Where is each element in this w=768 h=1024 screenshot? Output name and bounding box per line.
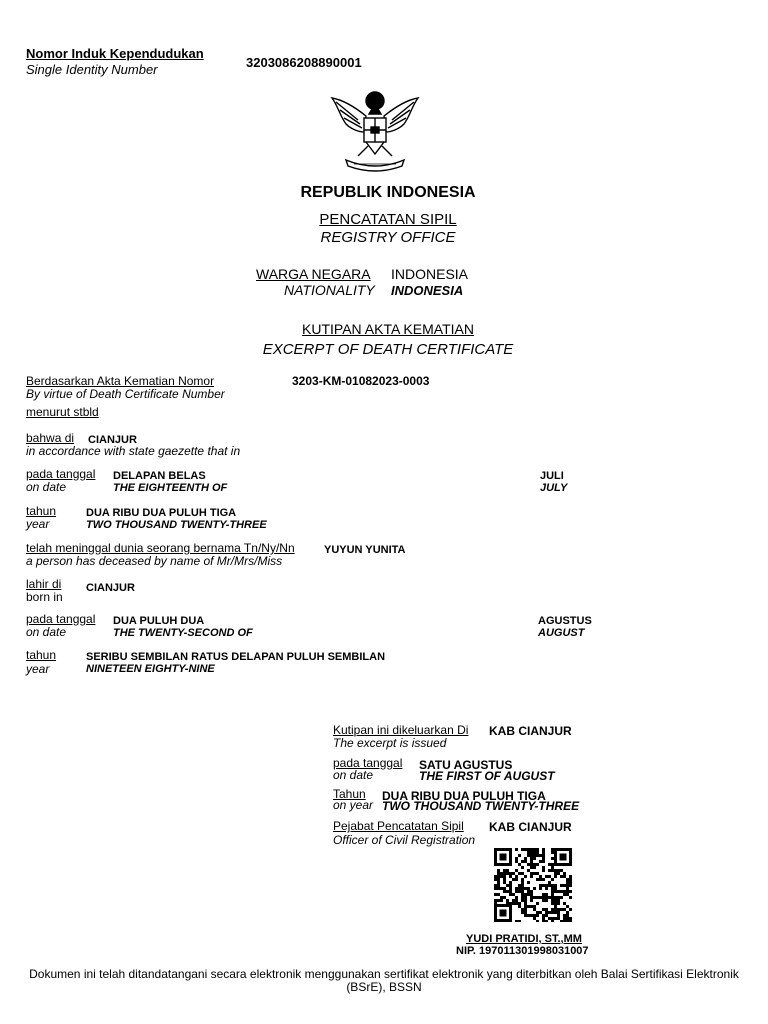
death-month-value: JULI	[540, 470, 564, 482]
issued-date-label-en: on date	[333, 768, 374, 782]
issued-year-label: Tahun	[333, 787, 366, 801]
nik-label-en: Single Identity Number	[26, 62, 158, 77]
issued-place-value: KAB CIANJUR	[489, 724, 572, 738]
death-place-label-en: in accordance with state gaezette that in	[26, 444, 241, 458]
nationality-value-en: INDONESIA	[391, 283, 464, 298]
signer-name: YUDI PRATIDI, ST.,MM	[466, 933, 582, 945]
issued-year-value-en: TWO THOUSAND TWENTY-THREE	[382, 799, 580, 813]
birth-year-value: SERIBU SEMBILAN RATUS DELAPAN PULUH SEMBILAN	[86, 651, 386, 663]
nik-label: Nomor Induk Kependudukan	[26, 46, 204, 61]
death-place-value: CIANJUR	[88, 434, 137, 446]
issued-place-label: Kutipan ini dikeluarkan Di	[333, 723, 469, 737]
officer-label: Pejabat Pencatatan Sipil	[333, 819, 464, 833]
death-date-value: DELAPAN BELAS	[113, 470, 206, 482]
birth-month-value-en: AUGUST	[538, 627, 585, 639]
office-title: PENCATATAN SIPIL	[319, 211, 457, 228]
issued-place-label-en: The excerpt is issued	[333, 736, 447, 750]
cert-number-label: Berdasarkan Akta Kematian Nomor	[26, 374, 215, 388]
death-date-label: pada tanggal	[26, 467, 96, 481]
officer-value: KAB CIANJUR	[489, 820, 572, 834]
death-date-label-en: on date	[26, 480, 67, 494]
office-title-en: REGISTRY OFFICE	[320, 229, 456, 246]
deceased-name-label-en: a person has deceased by name of Mr/Mrs/Miss	[26, 554, 283, 568]
issued-date-label: pada tanggal	[333, 756, 403, 770]
nationality-value: INDONESIA	[391, 266, 469, 282]
death-year-value-en: TWO THOUSAND TWENTY-THREE	[86, 519, 267, 531]
death-month-value-en: JULY	[540, 482, 568, 494]
cert-number-value: 3203-KM-01082023-0003	[292, 374, 430, 388]
footer-note: Dokumen ini telah ditandatangani secara elektronik menggunakan sertifikat elektronik yang diterbitkan oleh Balai Sertifikasi Elektronik (BSrE), BSSN	[29, 967, 739, 994]
issued-year-label-en: on year	[333, 798, 374, 812]
cert-number-label-en: By virtue of Death Certificate Number	[26, 387, 225, 401]
issued-date-value-en: THE FIRST OF AUGUST	[419, 769, 555, 783]
issued-date-value: SATU AGUSTUS	[419, 758, 513, 772]
garuda-emblem-icon	[328, 86, 422, 176]
officer-label-en: Officer of Civil Registration	[333, 833, 476, 847]
issued-year-value: DUA RIBU DUA PULUH TIGA	[382, 789, 546, 803]
death-year-value: DUA RIBU DUA PULUH TIGA	[86, 507, 237, 519]
death-year-label: tahun	[26, 504, 57, 518]
nationality-label: WARGA NEGARA	[256, 266, 371, 282]
birth-place-label: lahir di	[26, 577, 62, 591]
doc-title-en: EXCERPT OF DEATH CERTIFICATE	[262, 341, 514, 358]
deceased-name-value: YUYUN YUNITA	[324, 544, 406, 556]
birth-date-label-en: on date	[26, 625, 67, 639]
qr-code-icon	[494, 848, 572, 922]
country-title: REPUBLIK INDONESIA	[300, 184, 476, 201]
stbld-label: menurut stbld	[26, 405, 99, 419]
death-date-value-en: THE EIGHTEENTH OF	[113, 482, 228, 494]
nik-value: 3203086208890001	[246, 55, 362, 70]
death-year-label-en: year	[26, 517, 50, 531]
birth-year-label-en: year	[26, 662, 50, 676]
doc-title: KUTIPAN AKTA KEMATIAN	[302, 321, 474, 337]
birth-year-label: tahun	[26, 648, 57, 662]
birth-year-value-en: NINETEEN EIGHTY-NINE	[86, 663, 215, 675]
birth-date-value-en: THE TWENTY-SECOND OF	[113, 627, 253, 639]
birth-month-value: AGUSTUS	[538, 615, 592, 627]
nationality-label-en: NATIONALITY	[284, 282, 375, 298]
signer-nip: NIP. 197011301998031007	[456, 945, 589, 957]
birth-place-value: CIANJUR	[86, 582, 135, 594]
death-place-label: bahwa di	[26, 431, 75, 445]
birth-place-label-en: born in	[26, 590, 63, 604]
birth-date-label: pada tanggal	[26, 612, 96, 626]
deceased-name-label: telah meninggal dunia seorang bernama Tn/Ny/Nn	[26, 541, 295, 555]
birth-date-value: DUA PULUH DUA	[113, 615, 205, 627]
